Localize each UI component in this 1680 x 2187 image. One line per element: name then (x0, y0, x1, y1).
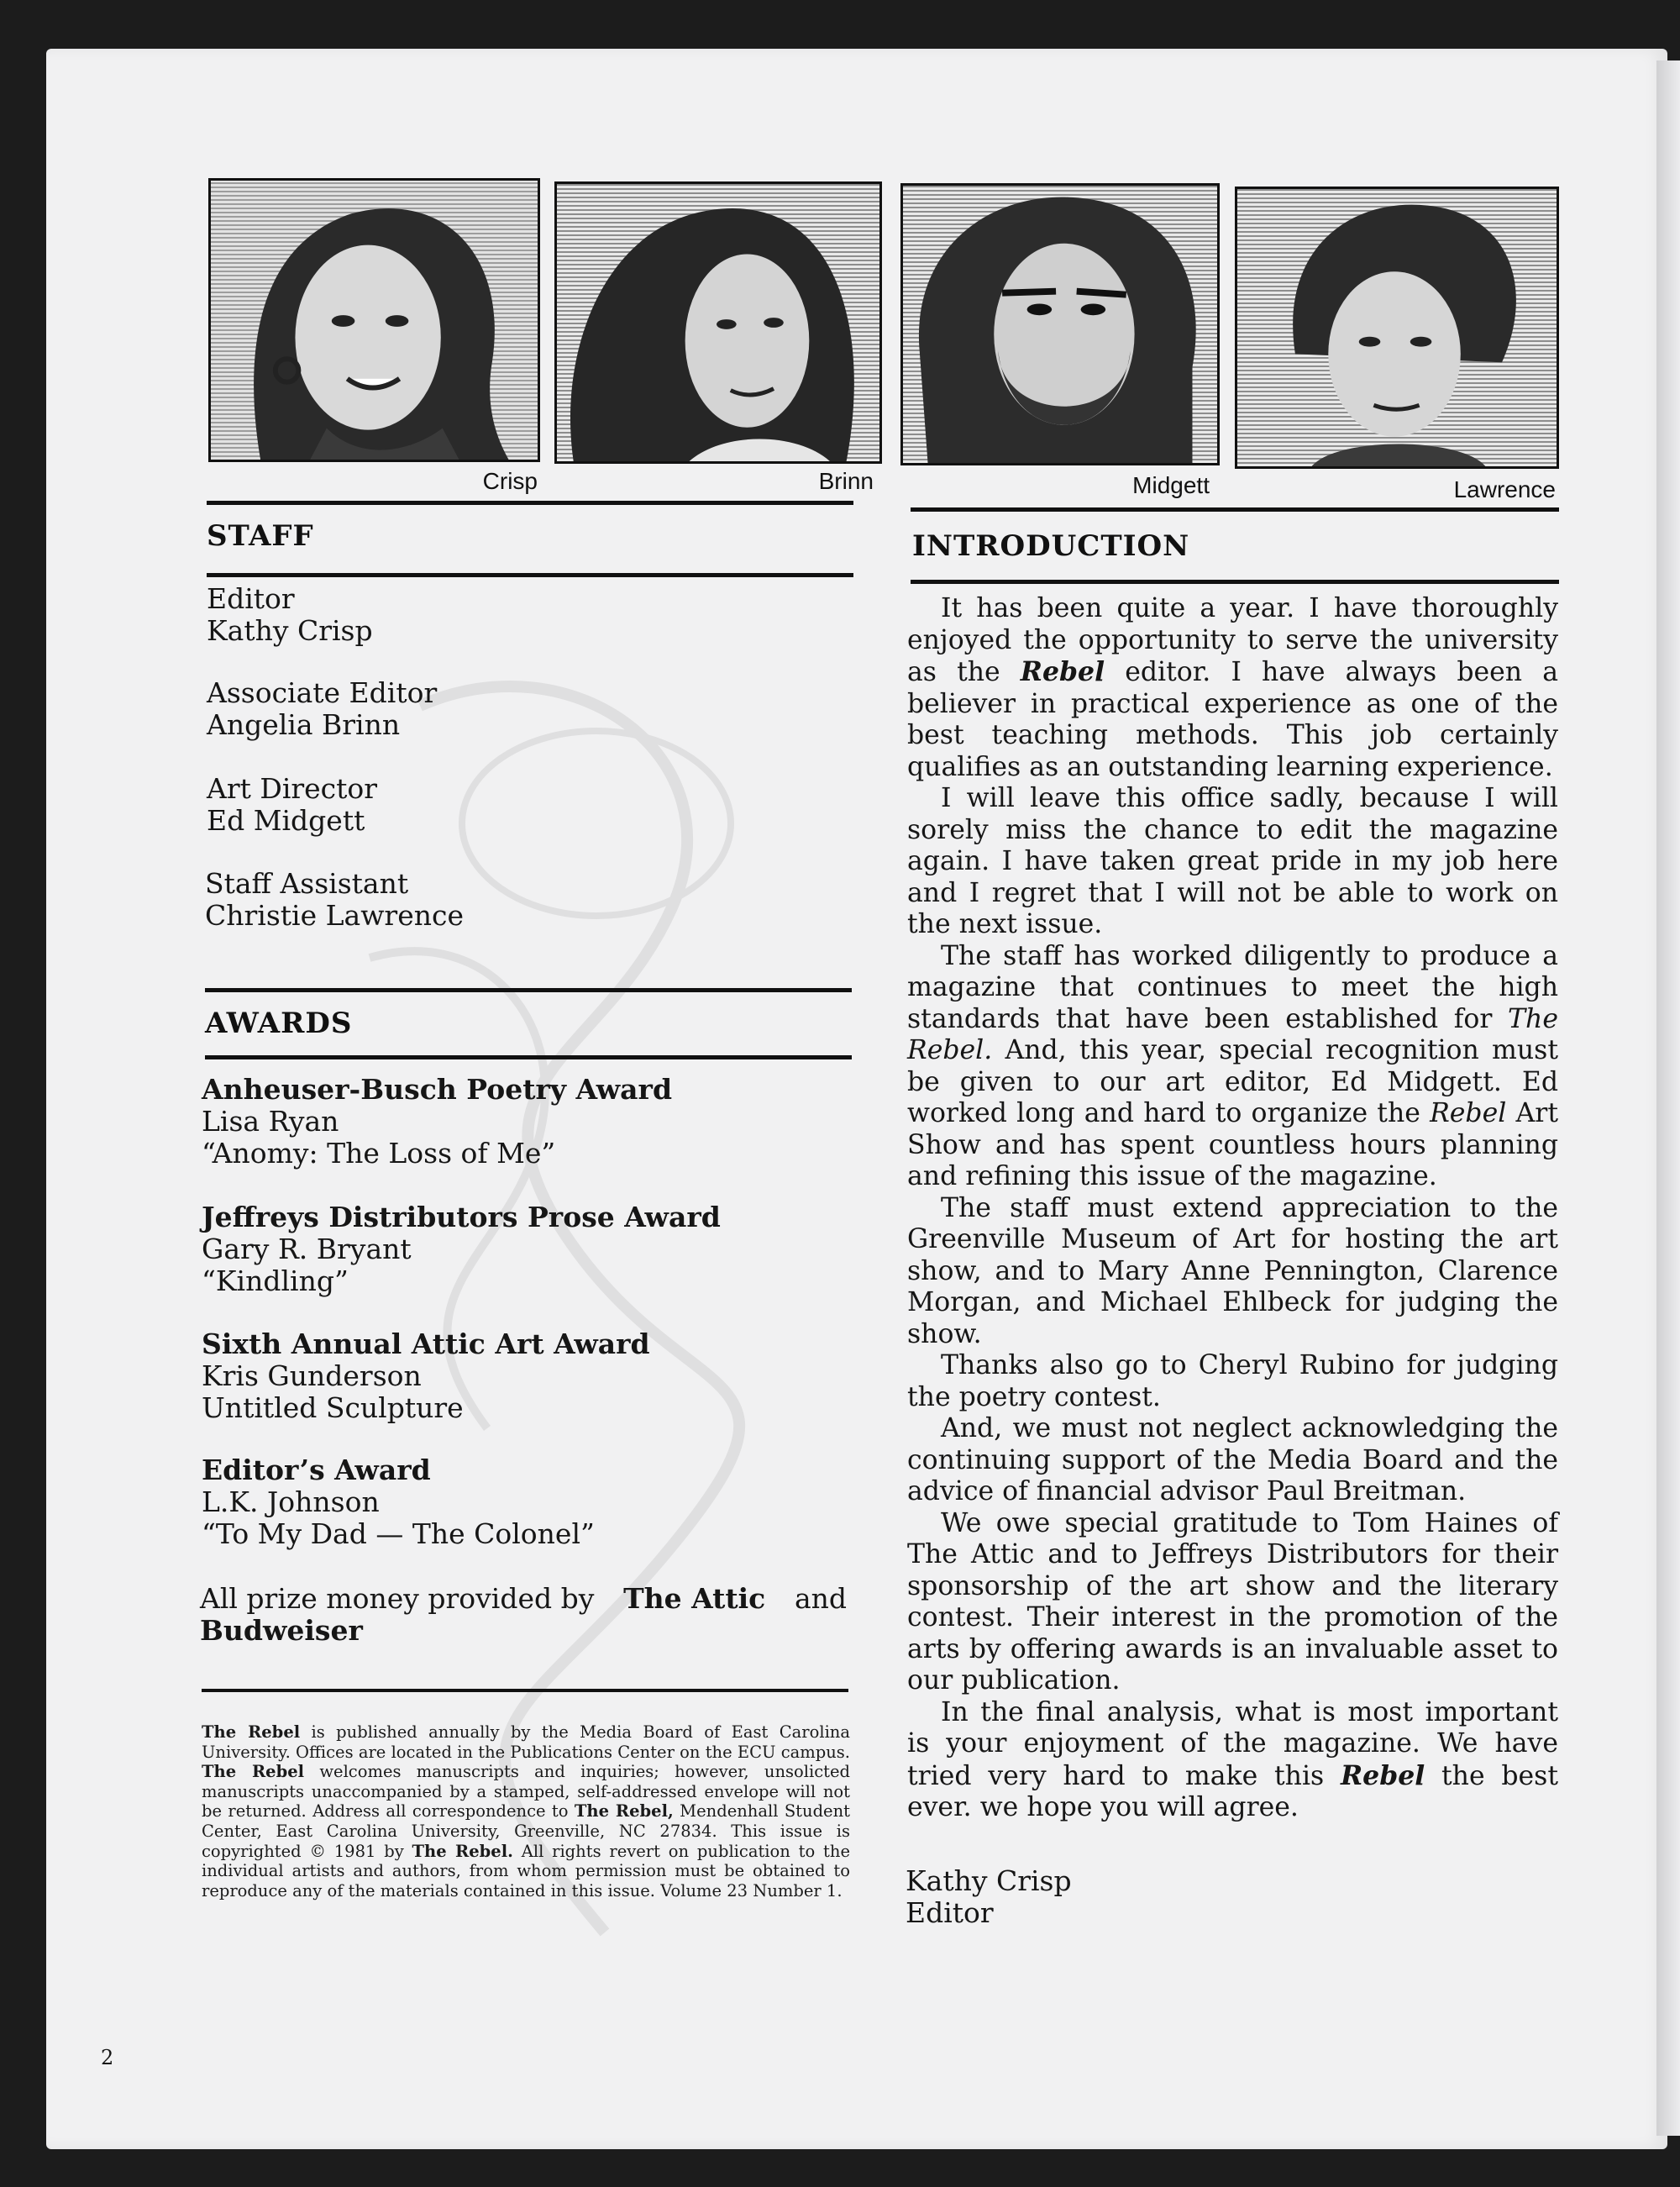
awards-heading: AWARDS (205, 1007, 353, 1040)
notice-top-rule (202, 1689, 848, 1692)
award-work: “Anomy: The Loss of Me” (202, 1137, 556, 1170)
staff-name: Ed Midgett (207, 804, 365, 837)
notice-title: The Rebel (202, 1762, 305, 1782)
notice-text: Mendenhall Student Center, East Carolina University, Greenville, NC 27834. This issue is copyrighted © 1981 by (202, 1801, 850, 1861)
staff-top-rule (207, 501, 853, 505)
signature-block (906, 1865, 1072, 1929)
photo-midgett (900, 183, 1220, 465)
awards-bottom-rule (205, 1055, 852, 1059)
staff-entry (207, 773, 377, 837)
intro-paragraph: It has been quite a year. I have thoroughly enjoyed the opportunity to serve the university as the Rebel editor. I have always been a believer in practical experience as one of the best teaching methods. This job certainly qualifies as an outstanding learning experience. (907, 593, 1558, 782)
notice-title: The Rebel, (574, 1801, 674, 1822)
photo-caption-brinn: Brinn (818, 468, 874, 494)
prize-note (200, 1583, 847, 1647)
prize-note-and: and (794, 1582, 847, 1615)
staff-entry (205, 868, 464, 932)
intro-paragraph: Thanks also go to Cheryl Rubino for judging the poetry contest. (907, 1350, 1558, 1412)
award-title: Sixth Annual Attic Art Award (202, 1327, 650, 1360)
award-work: Untitled Sculpture (202, 1391, 464, 1424)
page-edge (1656, 60, 1680, 2136)
intro-heading: INTRODUCTION (912, 529, 1190, 563)
awards-top-rule (205, 988, 852, 992)
photo-brinn (554, 181, 882, 464)
notice-title: The Rebel. (412, 1841, 513, 1861)
award-entry (202, 1454, 595, 1550)
award-work: “To My Dad — The Colonel” (202, 1517, 595, 1550)
staff-bottom-rule (207, 573, 853, 577)
award-work: “Kindling” (202, 1264, 349, 1297)
staff-heading: STAFF (207, 519, 314, 553)
award-title: Editor’s Award (202, 1454, 431, 1486)
award-entry (202, 1201, 721, 1297)
signature-name: Kathy Crisp (906, 1864, 1072, 1897)
staff-name: Kathy Crisp (207, 614, 373, 647)
staff-role: Editor (207, 582, 295, 615)
staff-name: Angelia Brinn (207, 708, 401, 741)
notice-title: The Rebel (202, 1722, 301, 1742)
award-winner: Lisa Ryan (202, 1105, 339, 1138)
intro-paragraph: The staff must extend appreciation to the Greenville Museum of Art for hosting the art show, and to Mary Anne Pennington, Clarence Morgan, and Michael Ehlbeck for judging the show. (907, 1192, 1558, 1349)
award-title: Jeffreys Distributors Prose Award (202, 1201, 721, 1233)
introduction-body (907, 593, 1558, 1824)
award-entry (202, 1074, 672, 1170)
staff-entry (207, 677, 437, 741)
photo-crisp (208, 178, 540, 462)
award-winner: Kris Gunderson (202, 1359, 422, 1392)
prize-note-sponsor-budweiser: Budweiser (200, 1614, 363, 1647)
intro-paragraph: And, we must not neglect acknowledging the continuing support of the Media Board and the advice of financial advisor Paul Breitman. (907, 1413, 1558, 1506)
intro-paragraph: I will leave this office sadly, because I will sorely miss the chance to edit the magazine again. I have taken great pride in my job here and I regret that I will not be able to work on the next issue. (907, 783, 1558, 939)
staff-role: Art Director (207, 772, 378, 805)
publication-notice (202, 1722, 850, 1900)
staff-role: Staff Assistant (205, 867, 409, 900)
intro-bottom-rule (911, 580, 1559, 584)
staff-entry (207, 583, 373, 647)
staff-role: Associate Editor (207, 676, 438, 709)
award-entry (202, 1328, 650, 1424)
prize-note-prefix: All prize money provided by (200, 1582, 595, 1615)
photo-caption-lawrence: Lawrence (1453, 476, 1556, 502)
intro-top-rule (911, 507, 1559, 512)
intro-paragraph: In the final analysis, what is most important is your enjoyment of the magazine. We have tried very hard to make this Rebel the best ever. we hope you will agree. (907, 1696, 1558, 1822)
page-number: 2 (101, 2046, 114, 2069)
staff-name: Christie Lawrence (205, 899, 465, 932)
notice-text: is published annually by the Media Board of East Carolina University. Offices are located in the Publications Center on the ECU campus. (202, 1722, 850, 1762)
award-winner: L.K. Johnson (202, 1485, 380, 1518)
notice-text: welcomes manuscripts and inquiries; however, unsolicted manuscripts unaccompanied by a stamped, self-addressed envelope will not be returned. Address all correspondence to (202, 1762, 850, 1822)
photo-caption-midgett: Midgett (1132, 472, 1210, 498)
photo-lawrence (1235, 187, 1559, 469)
photo-caption-crisp: Crisp (482, 468, 538, 494)
signature-title: Editor (906, 1896, 994, 1929)
award-title: Anheuser-Busch Poetry Award (202, 1073, 673, 1106)
intro-paragraph: We owe special gratitude to Tom Haines of The Attic and to Jeffreys Distributors for their sponsorship of the art show and the literary contest. Their interest in the promotion of the arts by offering awards is an invaluable asset to our publication. (907, 1507, 1558, 1695)
intro-paragraph: The staff has worked diligently to produce a magazine that continues to meet the high standards that have been established for The Rebel. And, this year, special recognition must be given to our art editor, Ed Midgett. Ed worked long and hard to organize the Rebel Art Show and has spent countless hours planning and refining this issue of the magazine. (907, 940, 1558, 1191)
award-winner: Gary R. Bryant (202, 1233, 412, 1265)
prize-note-sponsor-attic: The Attic (623, 1582, 766, 1615)
notice-text: All rights revert on publication to the individual artists and authors, from whom permission must be obtained to reproduce any of the materials contained in this issue. Volume 23 Number 1. (202, 1841, 850, 1900)
